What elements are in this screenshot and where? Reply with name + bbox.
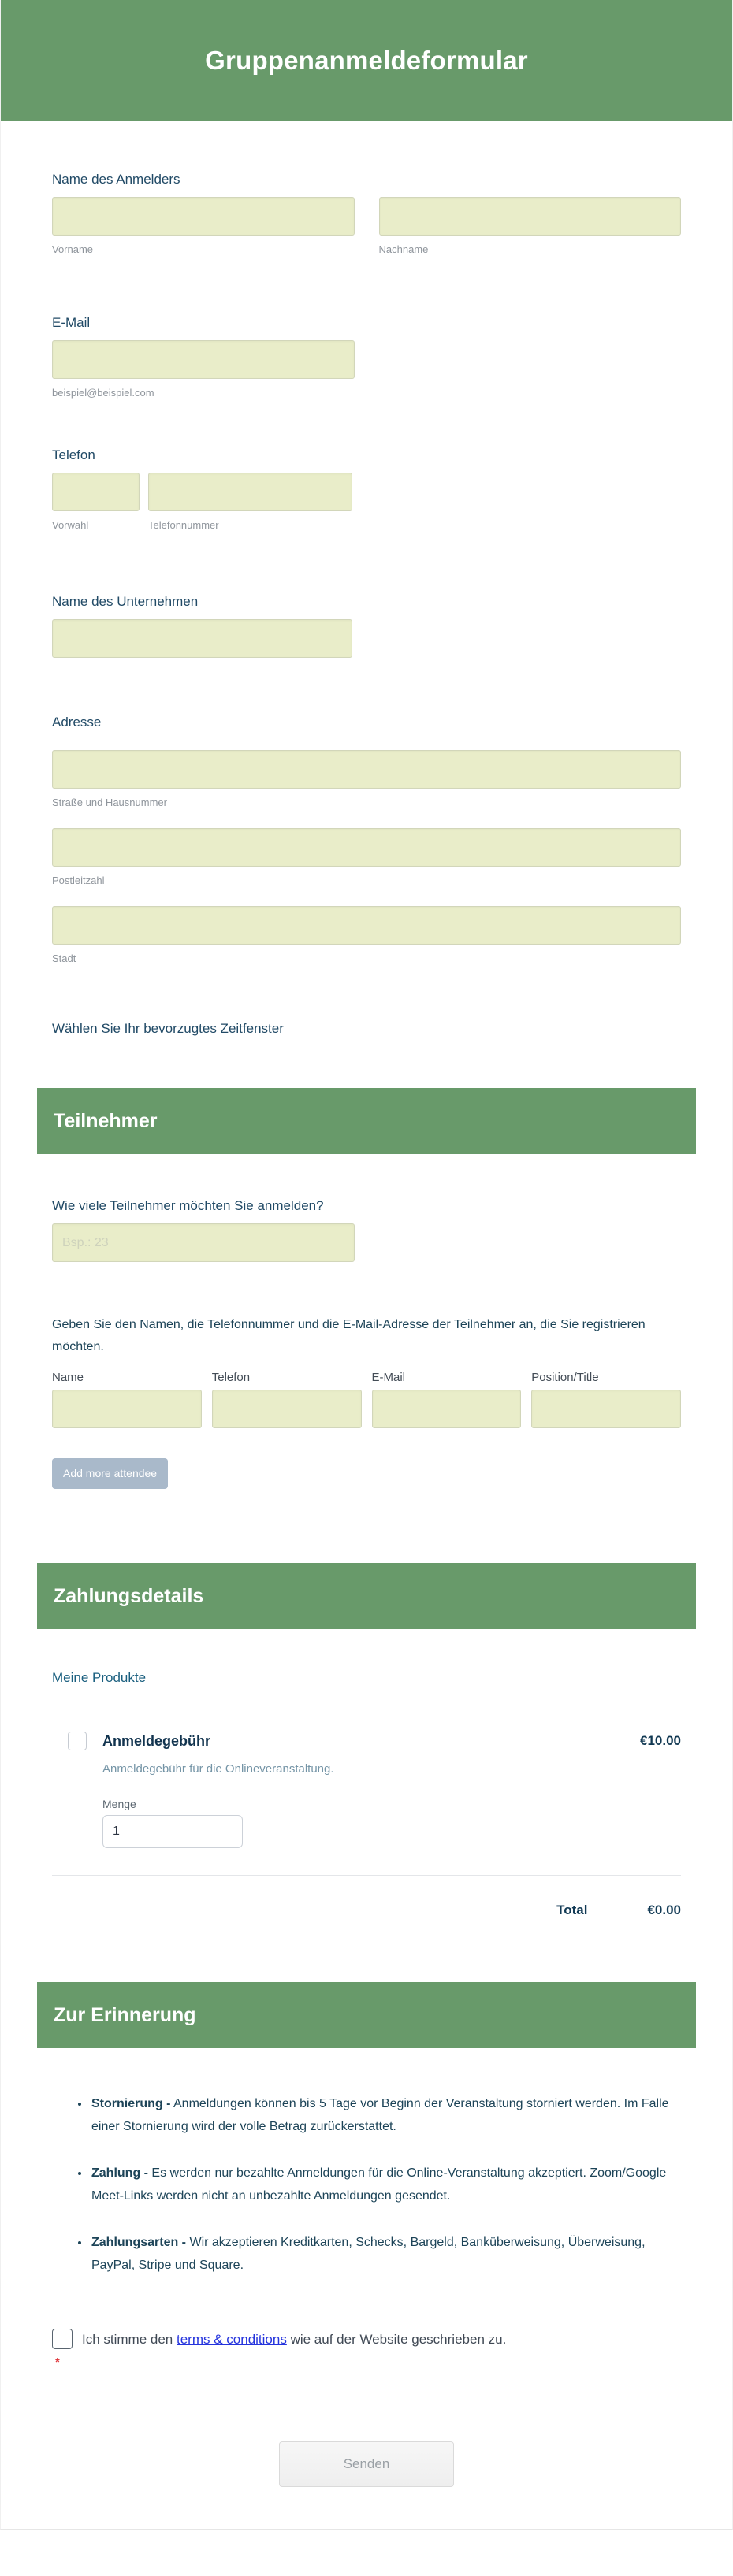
- attendee-table-intro: Geben Sie den Namen, die Telefonnummer und die E-Mail-Adresse der Teilnehmer an, die Sie registrieren möchten.: [52, 1318, 646, 1353]
- attendee-count-block: [52, 1198, 681, 1262]
- attendee-position-input[interactable]: [531, 1390, 681, 1428]
- area-code-input[interactable]: [52, 473, 140, 511]
- registrant-name-block: [52, 172, 681, 255]
- zip-input[interactable]: [52, 828, 681, 867]
- attendee-name-input[interactable]: [52, 1390, 202, 1428]
- column-header-name: Name: [52, 1371, 84, 1384]
- company-block: [52, 594, 681, 658]
- attendee-table-header-row: [52, 1371, 681, 1385]
- reminder-text: Es werden nur bezahlte Anmeldungen für die Online-Veranstaltung akzeptiert. Zoom/Google Meet-Links werden nicht an unbezahlte Anmeldungen gesendet.: [91, 2166, 667, 2203]
- add-more-attendee-button[interactable]: Add more attendee: [52, 1458, 168, 1489]
- column-header-telefon: Telefon: [211, 1371, 251, 1384]
- quantity-label: Menge: [102, 1798, 136, 1810]
- zip-sublabel: Postleitzahl: [52, 874, 105, 886]
- email-sublabel: beispiel@beispiel.com: [52, 387, 154, 399]
- phone-block: [52, 447, 681, 531]
- email-block: [52, 315, 681, 399]
- street-sublabel: Straße und Hausnummer: [52, 796, 167, 808]
- column-header-email: E-Mail: [371, 1371, 406, 1384]
- phone-sublabels-row: [52, 511, 681, 531]
- terms-agreement-row: [52, 2329, 681, 2369]
- terms-agreement-text: [82, 2329, 506, 2351]
- total-value: €0.00: [647, 1902, 681, 1917]
- product-item: [52, 1732, 681, 1848]
- reminder-item-zahlung: [90, 2162, 679, 2207]
- submit-button[interactable]: Senden: [279, 2441, 454, 2487]
- payment-section-title: Zahlungsdetails: [54, 1584, 204, 1607]
- attendee-count-label: Wie viele Teilnehmer möchten Sie anmelden?: [52, 1198, 324, 1213]
- street-input[interactable]: [52, 750, 681, 789]
- area-code-sublabel: Vorwahl: [52, 519, 89, 531]
- name-fields-row: [52, 197, 681, 255]
- reminder-text: Anmeldungen können bis 5 Tage vor Beginn der Veranstaltung storniert werden. Im Falle einer Stornierung wird der volle Betrag zurückerstattet.: [91, 2097, 669, 2133]
- first-name-sublabel: Vorname: [52, 243, 94, 255]
- attendee-telefon-input[interactable]: [212, 1390, 362, 1428]
- address-block: [52, 715, 681, 964]
- agreement-pre-text: Ich stimme den: [82, 2332, 177, 2347]
- timeslot-label: Wählen Sie Ihr bevorzugtes Zeitfenster: [52, 1021, 284, 1036]
- reminder-item-zahlungsarten: [90, 2231, 679, 2277]
- section-header-zur-erinnerung: [37, 1982, 696, 2048]
- total-row: [52, 1902, 681, 1918]
- teilnehmer-content: [1, 1198, 732, 1489]
- address-label: Adresse: [52, 715, 102, 729]
- company-label: Name des Unternehmen: [52, 594, 199, 609]
- company-input[interactable]: [52, 619, 352, 658]
- reminder-lead: Stornierung -: [91, 2097, 171, 2110]
- reminder-list: [52, 2092, 681, 2277]
- city-input[interactable]: [52, 906, 681, 945]
- terms-conditions-link[interactable]: terms & conditions: [177, 2332, 287, 2347]
- phone-number-input[interactable]: [148, 473, 352, 511]
- last-name-input[interactable]: [379, 197, 682, 236]
- timeslot-block: [52, 1021, 681, 1037]
- total-label: Total: [556, 1902, 588, 1917]
- payment-content: [1, 1670, 732, 1918]
- attendee-count-input[interactable]: [52, 1223, 355, 1262]
- required-asterisk: *: [55, 2355, 60, 2369]
- reminder-section-title: Zur Erinnerung: [54, 2003, 196, 2026]
- reminder-lead: Zahlung -: [91, 2166, 148, 2180]
- teilnehmer-section-title: Teilnehmer: [54, 1109, 158, 1132]
- first-name-input[interactable]: [52, 197, 355, 236]
- phone-label: Telefon: [52, 447, 95, 462]
- street-item: [52, 741, 681, 808]
- form-header-banner: [1, 0, 732, 121]
- payment-divider: [52, 1875, 681, 1876]
- first-name-col: [52, 197, 355, 255]
- product-price: €10.00: [640, 1733, 681, 1748]
- terms-agreement-checkbox[interactable]: [52, 2329, 73, 2349]
- section-header-zahlungsdetails: [37, 1563, 696, 1629]
- city-sublabel: Stadt: [52, 952, 76, 964]
- reminder-content: [1, 2092, 732, 2369]
- city-item: [52, 896, 681, 964]
- phone-number-sublabel: Telefonnummer: [148, 519, 219, 531]
- quantity-block: [102, 1798, 681, 1848]
- zip-item: [52, 818, 681, 886]
- quantity-input[interactable]: [102, 1815, 243, 1848]
- product-head-row: [68, 1732, 681, 1750]
- product-description: Anmeldegebühr für die Onlineveranstaltung.: [102, 1762, 334, 1776]
- product-select-checkbox[interactable]: [68, 1732, 87, 1750]
- form-footer: [1, 2411, 732, 2529]
- email-input[interactable]: [52, 340, 355, 379]
- email-label: E-Mail: [52, 315, 91, 330]
- agreement-post-text: wie auf der Website geschrieben zu.: [286, 2332, 507, 2347]
- phone-fields-row: [52, 473, 681, 511]
- product-name: Anmeldegebühr: [102, 1733, 211, 1749]
- reminder-item-stornierung: [90, 2092, 679, 2138]
- form-content: [1, 172, 732, 1037]
- section-header-teilnehmer: [37, 1088, 696, 1154]
- reminder-text: Wir akzeptieren Kreditkarten, Schecks, Bargeld, Banküberweisung, Überweisung, PayPal, Stripe und Square.: [91, 2236, 646, 2272]
- my-products-label: Meine Produkte: [52, 1670, 147, 1685]
- attendee-email-input[interactable]: [372, 1390, 522, 1428]
- page-title: Gruppenanmeldeformular: [205, 46, 528, 75]
- reminder-lead: Zahlungsarten -: [91, 2236, 187, 2249]
- attendee-table-input-row: [52, 1390, 681, 1428]
- last-name-sublabel: Nachname: [378, 243, 429, 255]
- registrant-name-label: Name des Anmelders: [52, 172, 180, 187]
- column-header-position: Position/Title: [531, 1371, 599, 1384]
- last-name-col: [379, 197, 682, 255]
